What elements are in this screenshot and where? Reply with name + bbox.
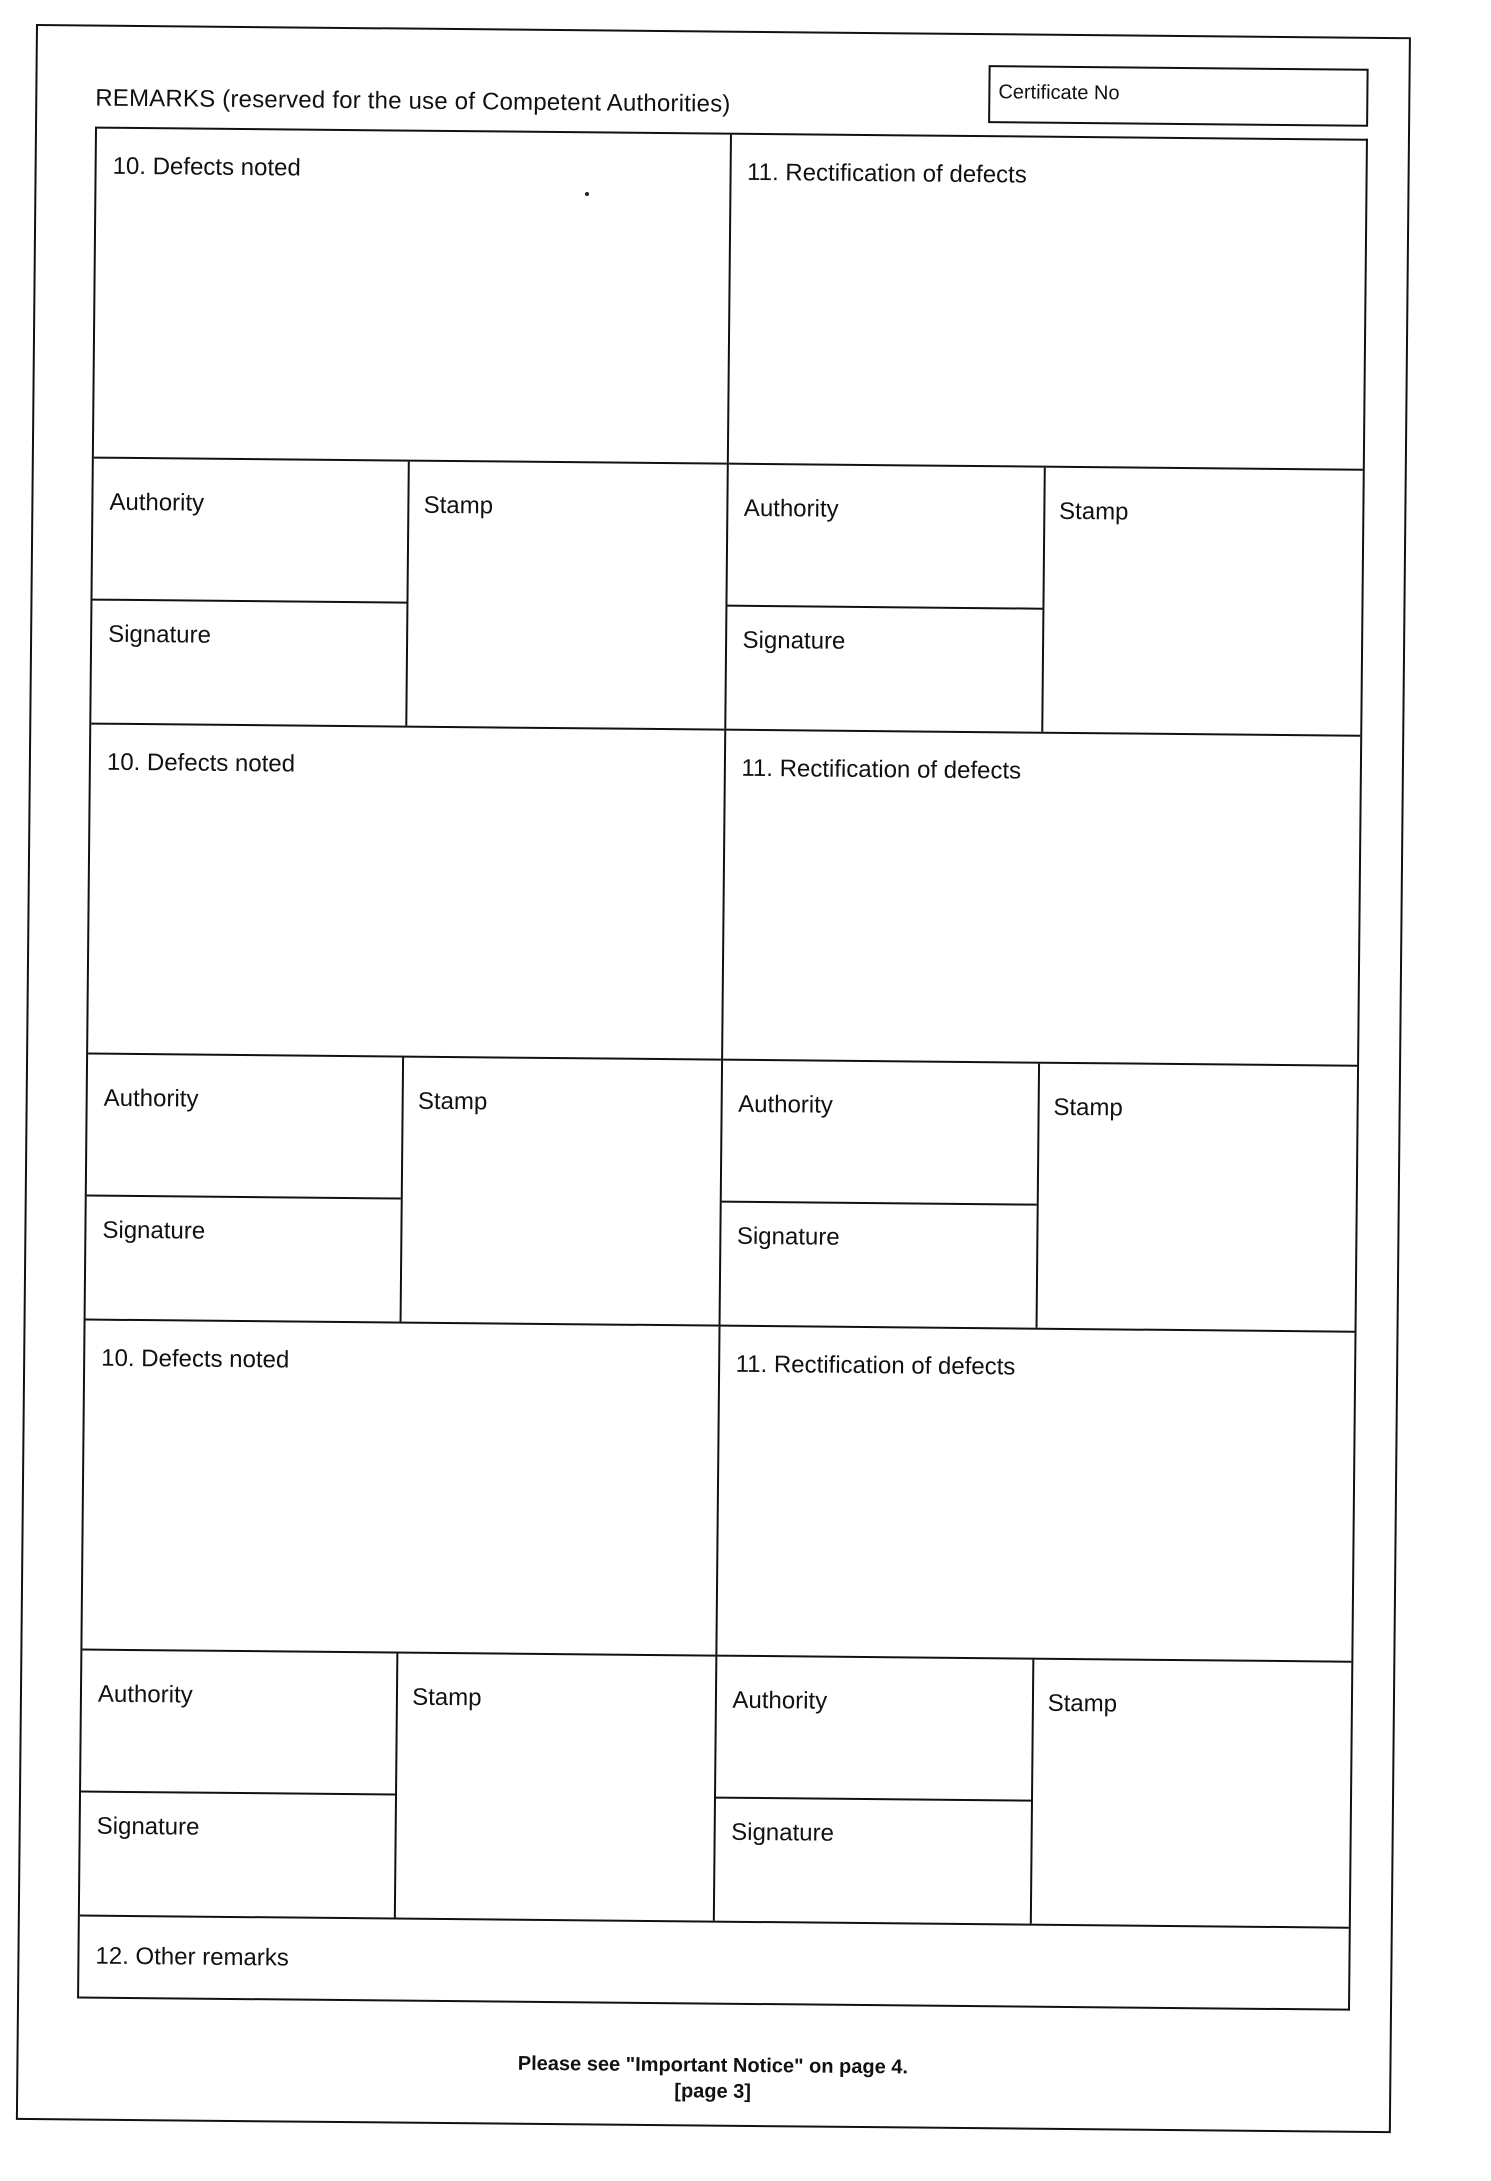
signature-field[interactable] [80, 1793, 395, 1918]
authority-label: Authority [732, 1686, 828, 1715]
rectification-field[interactable] [728, 135, 1366, 471]
signature-label: Signature [736, 1222, 840, 1251]
other-remarks-field[interactable] [79, 1917, 1349, 2011]
form-body [77, 57, 1369, 2103]
defects-section [86, 725, 726, 1325]
defects-noted-field[interactable] [94, 129, 730, 465]
signature-label: Signature [731, 1818, 835, 1847]
rectification-certification [720, 1061, 1357, 1331]
signature-label: Signature [102, 1216, 206, 1245]
important-notice: Please see "Important Notice" on page 4. [517, 2052, 909, 2079]
stamp-label: Stamp [1047, 1689, 1118, 1718]
authority-field[interactable] [715, 1657, 1032, 1802]
stamp-label: Stamp [412, 1683, 482, 1712]
rectification-certification [726, 465, 1363, 735]
defects-noted-field[interactable] [82, 1321, 718, 1657]
rectification-field[interactable] [717, 1327, 1355, 1663]
stamp-field[interactable] [1037, 1064, 1357, 1331]
defects-certification [80, 1651, 715, 1921]
rectification-label: 11. Rectification of defects [735, 1350, 1016, 1381]
authority-field[interactable] [81, 1651, 397, 1796]
page-footer [76, 2046, 1349, 2110]
signature-label: Signature [108, 620, 212, 649]
defects-auth-sig [80, 1651, 399, 1918]
defects-auth-sig [91, 459, 410, 726]
certificate-number-label: Certificate No [998, 81, 1120, 105]
authority-field[interactable] [721, 1061, 1038, 1206]
page-number: [page 3] [674, 2080, 752, 2103]
stamp-field[interactable] [1043, 468, 1363, 735]
defects-certification [86, 1055, 721, 1325]
defects-noted-label: 10. Defects noted [106, 748, 296, 778]
rectification-auth-sig [726, 465, 1046, 732]
stamp-label: Stamp [1058, 497, 1129, 526]
defects-noted-label: 10. Defects noted [112, 152, 301, 182]
signature-field[interactable] [86, 1197, 401, 1322]
remarks-title: REMARKS (reserved for the use of Competent Authorities) [95, 84, 731, 118]
rectification-label: 11. Rectification of defects [746, 158, 1027, 189]
stamp-label: Stamp [423, 491, 494, 520]
remarks-block-2 [86, 725, 1361, 1333]
signature-field[interactable] [714, 1799, 1030, 1924]
certificate-number-field[interactable] [988, 65, 1369, 127]
stamp-field[interactable] [396, 1654, 715, 1921]
scan-speck [585, 192, 589, 196]
defects-certification [91, 459, 726, 729]
rectification-section [714, 1327, 1354, 1927]
rectification-section [720, 731, 1360, 1331]
authority-field[interactable] [92, 459, 408, 604]
authority-field[interactable] [727, 465, 1044, 610]
defects-section [80, 1321, 720, 1921]
stamp-field[interactable] [1032, 1660, 1352, 1927]
signature-label: Signature [96, 1812, 200, 1841]
remarks-grid [77, 127, 1368, 2011]
stamp-label: Stamp [417, 1087, 488, 1116]
remarks-block-1 [91, 129, 1366, 737]
signature-field[interactable] [91, 601, 406, 726]
authority-field[interactable] [87, 1055, 403, 1200]
stamp-field[interactable] [402, 1058, 721, 1325]
defects-noted-field[interactable] [88, 725, 724, 1061]
rectification-label: 11. Rectification of defects [741, 754, 1022, 785]
stamp-label: Stamp [1053, 1093, 1123, 1122]
page-frame [16, 24, 1411, 2133]
signature-field[interactable] [726, 607, 1042, 732]
authority-label: Authority [738, 1090, 834, 1119]
rectification-certification [714, 1657, 1351, 1927]
rectification-auth-sig [714, 1657, 1034, 1924]
defects-section [91, 129, 731, 729]
signature-field[interactable] [720, 1203, 1036, 1328]
signature-label: Signature [742, 626, 846, 655]
authority-label: Authority [103, 1084, 199, 1113]
header-row [95, 57, 1369, 139]
rectification-field[interactable] [723, 731, 1361, 1067]
authority-label: Authority [109, 488, 205, 517]
rectification-auth-sig [720, 1061, 1040, 1328]
stamp-field[interactable] [408, 462, 727, 729]
authority-label: Authority [743, 494, 839, 523]
defects-auth-sig [86, 1055, 405, 1322]
remarks-block-3 [80, 1321, 1355, 1929]
rectification-section [726, 135, 1366, 735]
other-remarks-label: 12. Other remarks [95, 1942, 289, 1972]
authority-label: Authority [97, 1680, 193, 1709]
defects-noted-label: 10. Defects noted [101, 1344, 290, 1374]
